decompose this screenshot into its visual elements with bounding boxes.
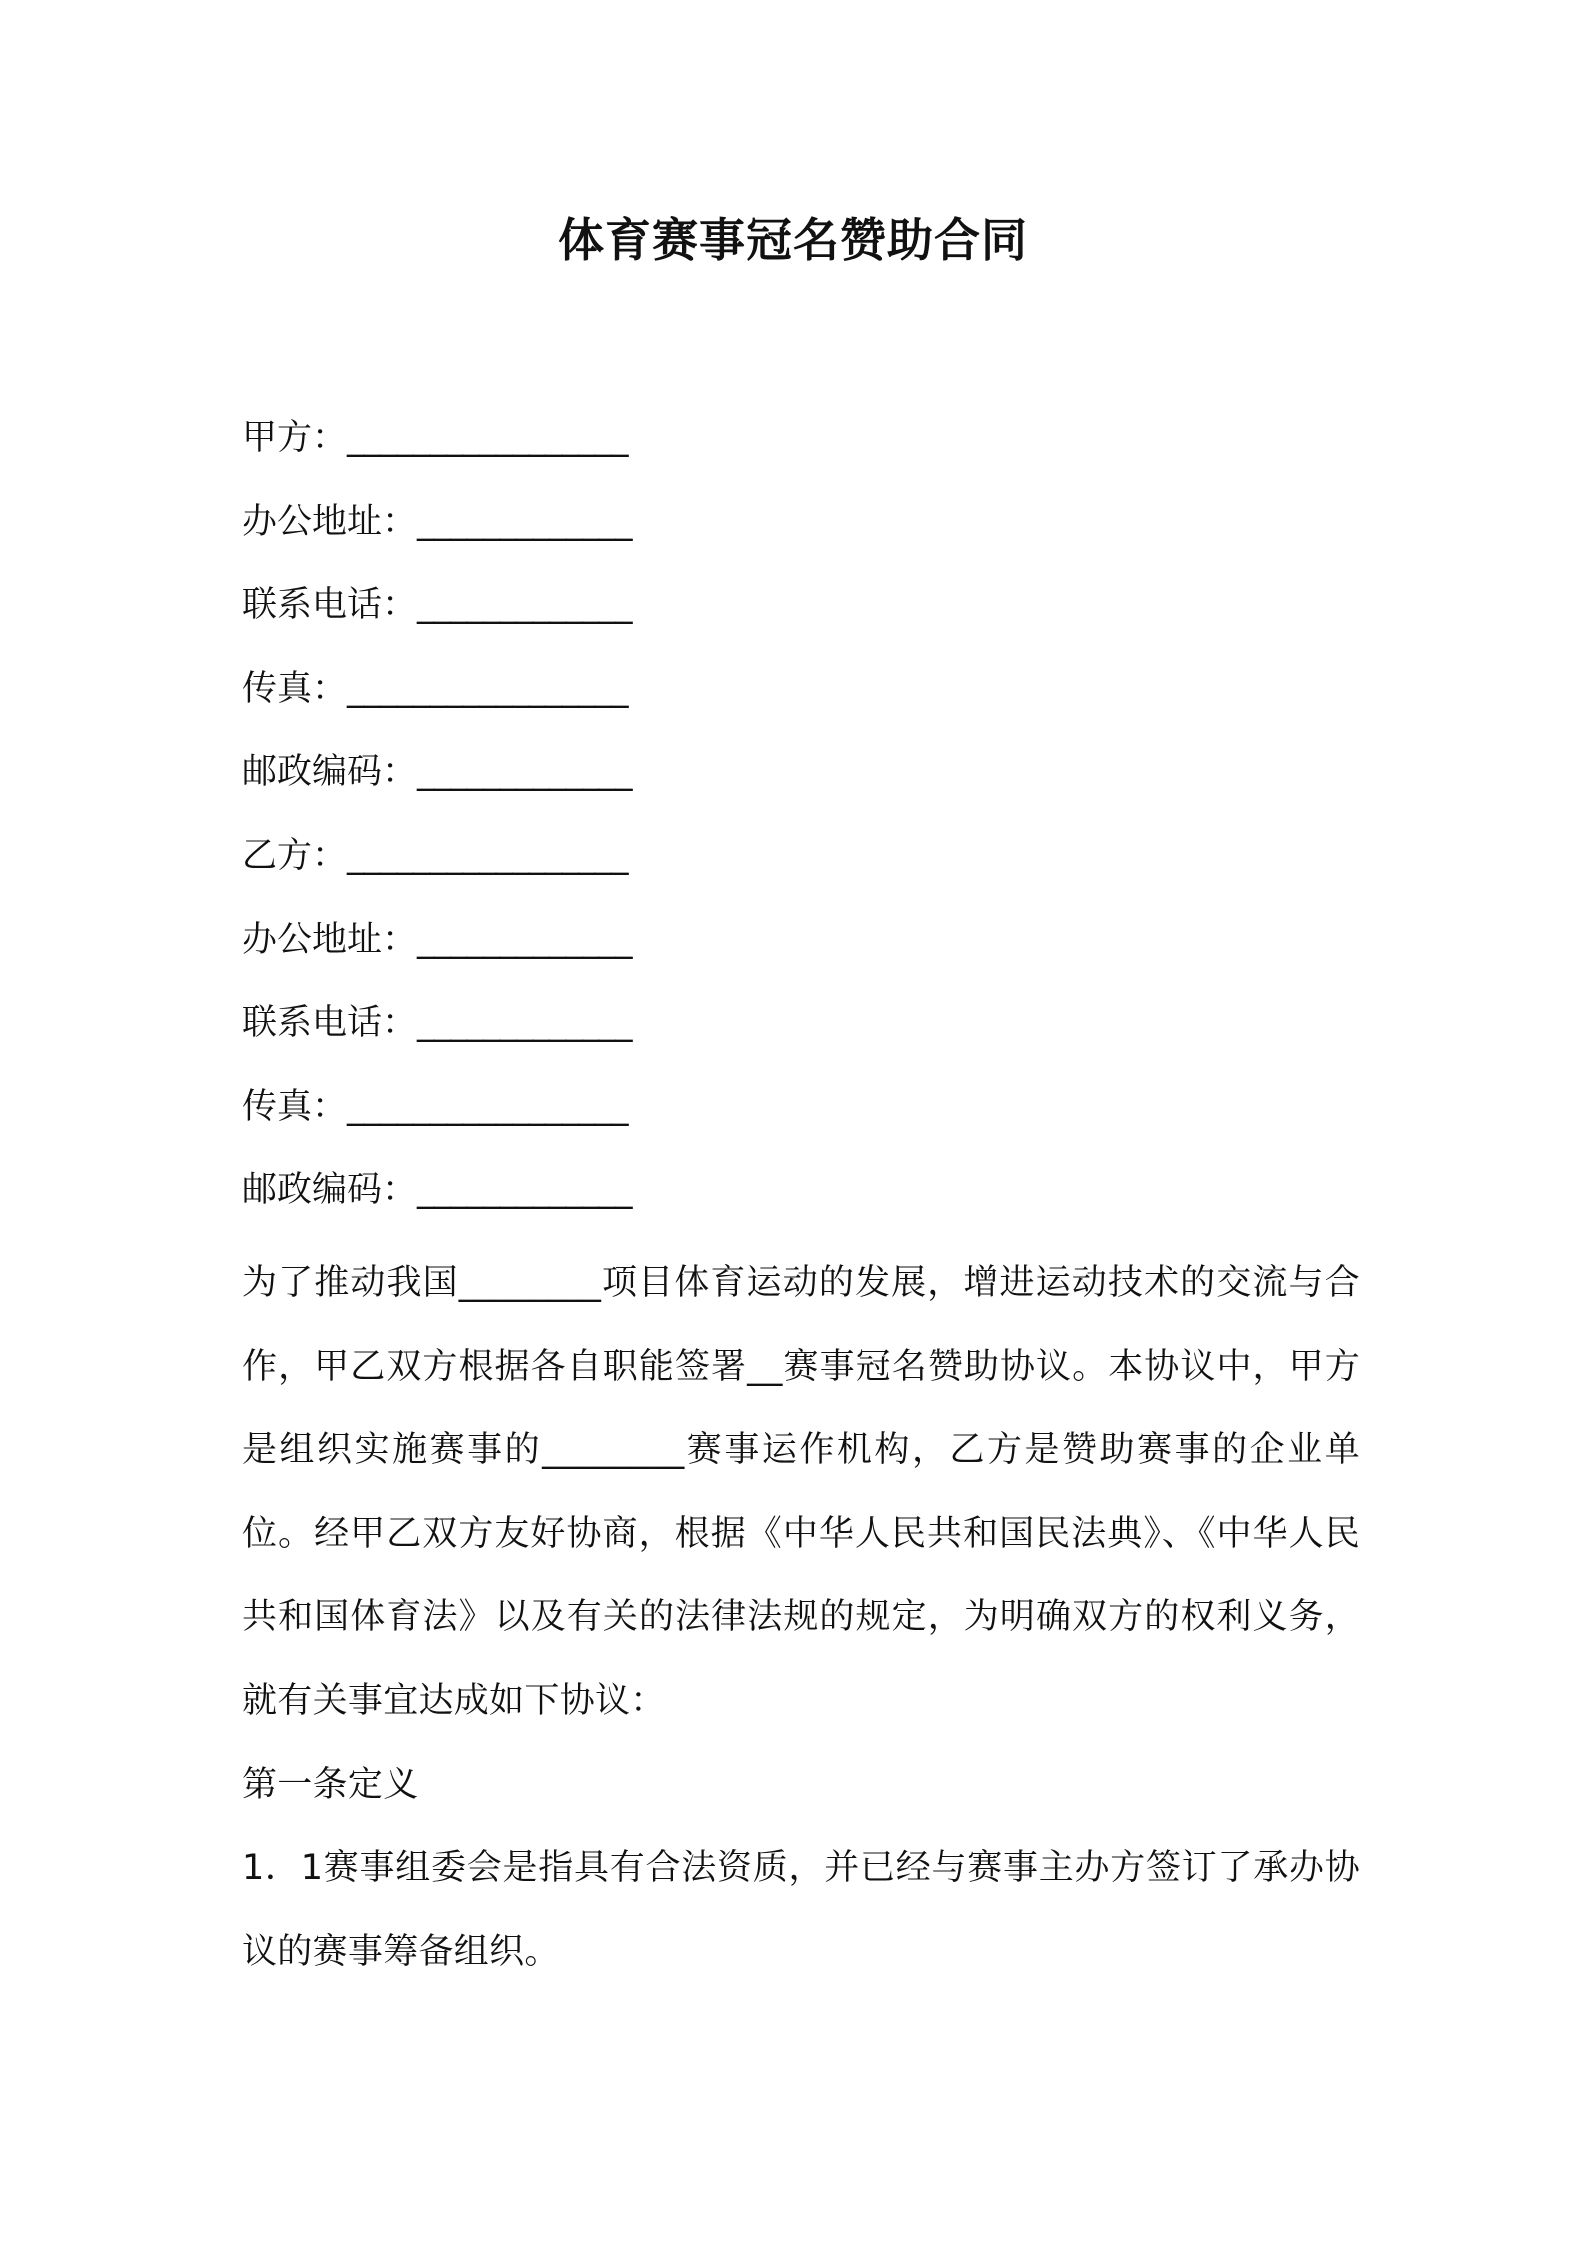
- blank-line: _____________: [417, 1170, 632, 1211]
- contract-body: [242, 1242, 1360, 1994]
- blank-line: _____________: [417, 752, 632, 793]
- document-title: 体育赛事冠名赞助合同: [558, 213, 1028, 267]
- party-b-phone-row: [242, 993, 1362, 1077]
- blank-line: _____________: [417, 1003, 632, 1044]
- field-label: 传真：: [242, 668, 348, 709]
- article-heading: 第一条定义: [242, 1764, 419, 1805]
- blank-line: _____________: [417, 919, 632, 960]
- clause-paragraph: 1．1赛事组委会是指具有合法资质，并已经与赛事主办方签订了承办协议的赛事筹备组织。: [242, 1848, 1360, 1972]
- blank-line: _________________: [347, 1086, 628, 1127]
- field-label: 邮政编码：: [242, 1170, 418, 1211]
- party-a-name-row: [242, 408, 1362, 492]
- blank-line: _________________: [347, 835, 628, 876]
- party-a-fax-row: [242, 659, 1362, 743]
- party-a-postcode-row: [242, 742, 1362, 826]
- field-label: 办公地址：: [242, 501, 418, 542]
- party-b-postcode-row: [242, 1160, 1362, 1244]
- field-label: 办公地址：: [242, 919, 418, 960]
- blank-line: _____________: [417, 501, 632, 542]
- party-b-address-row: [242, 910, 1362, 994]
- field-label: 乙方：: [242, 835, 348, 876]
- blank-line: _________________: [347, 418, 628, 458]
- blank-line: _____________: [417, 585, 632, 626]
- field-label: 甲方：: [242, 418, 348, 458]
- preamble-paragraph: 为了推动我国________项目体育运动的发展，增进运动技术的交流与合作，甲乙双方根据各自职能签署__赛事冠名赞助协议。本协议中，甲方是组织实施赛事的________赛事运作机构，乙方是赞助赛事的企业单位。经甲乙双方友好协商，根据《中华人民共和国民法典》、《中华人民共和国体育法》以及有关的法律法规的规定，为明确双方的权利义务，就有关事宜达成如下协议：: [242, 1263, 1360, 1721]
- party-b-name-row: [242, 826, 1362, 910]
- party-b-fax-row: [242, 1077, 1362, 1161]
- field-label: 联系电话：: [242, 585, 418, 626]
- field-label: 邮政编码：: [242, 752, 418, 793]
- party-info-fields: [242, 408, 1362, 1244]
- party-a-address-row: [242, 492, 1362, 576]
- party-a-phone-row: [242, 575, 1362, 659]
- field-label: 联系电话：: [242, 1003, 418, 1044]
- blank-line: _________________: [347, 668, 628, 709]
- field-label: 传真：: [242, 1086, 348, 1127]
